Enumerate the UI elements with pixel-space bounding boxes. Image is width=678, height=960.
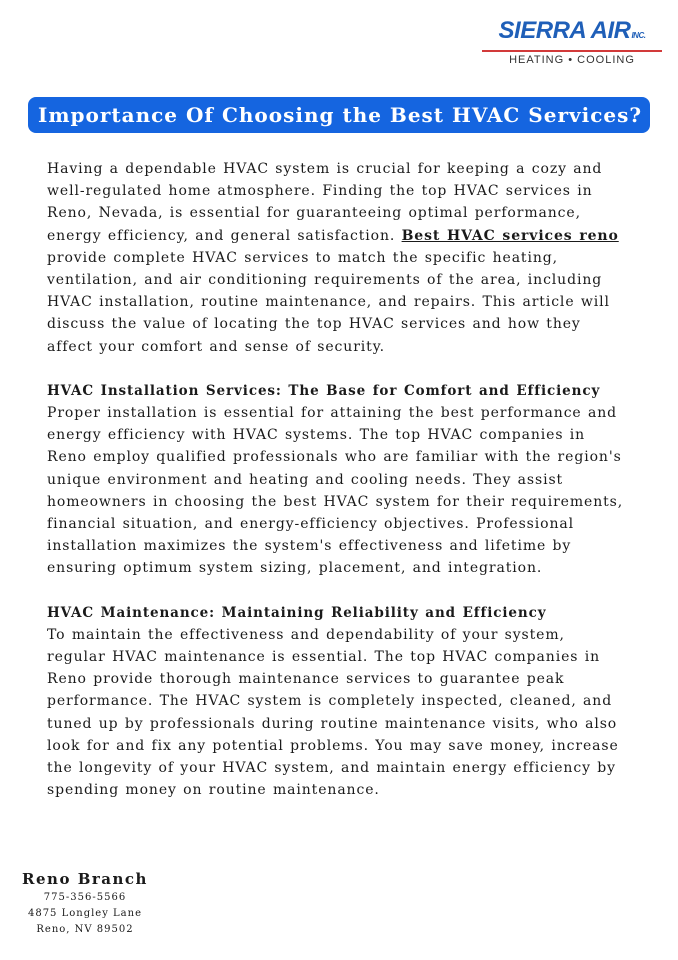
intro-text-after: provide complete HVAC services to match the specific heating, ventilation, and air conditioning requirements of the area, including HVAC installation, routine maintenance, and repairs. This article will discuss the value of locating the top HVAC services and how they affect your comfort and sense of security. xyxy=(47,249,610,355)
section-heading: HVAC Installation Services: The Base for Comfort and Efficiency xyxy=(47,382,601,399)
branch-city: Reno, NV 89502 xyxy=(36,924,134,935)
branch-contact xyxy=(20,868,150,938)
branch-phone: 775-356-5566 xyxy=(43,892,127,903)
intro-text-before: Having a dependable HVAC system is crucial for keeping a cozy and well-regulated home atmosphere. Finding the top HVAC services in Reno, Nevada, is essential for guaranteeing optimal performance, energy efficiency, and general satisfaction. xyxy=(47,161,603,244)
intro-paragraph xyxy=(47,158,627,358)
logo-inc-text: INC. xyxy=(631,31,646,40)
section-installation xyxy=(47,380,627,580)
branch-name: Reno Branch xyxy=(22,870,148,888)
page-title: Importance Of Choosing the Best HVAC Services? xyxy=(28,97,650,133)
section-paragraph: To maintain the effectiveness and dependability of your system, regular HVAC maintenance is essential. The top HVAC companies in Reno provide thorough maintenance services to guarantee peak performance. The HVAC system is completely inspected, cleaned, and tuned up by professionals during routine maintenance visits, who also look for and fix any potential problems. You may save money, increase the longevity of your HVAC system, and maintain energy efficiency by spending money on routine maintenance. xyxy=(47,626,619,799)
logo-main-text: SIERRA AIR xyxy=(498,17,631,44)
best-hvac-services-link[interactable]: Best HVAC services reno xyxy=(401,227,619,244)
branch-street: 4875 Longley Lane xyxy=(27,908,143,919)
section-maintenance xyxy=(47,602,627,802)
article-body xyxy=(47,158,627,801)
section-heading: HVAC Maintenance: Maintaining Reliability and Efficiency xyxy=(47,604,547,621)
logo-tagline: HEATING • COOLING xyxy=(482,50,662,66)
section-paragraph: Proper installation is essential for attaining the best performance and energy efficiency with HVAC systems. The top HVAC companies in Reno employ qualified professionals who are familiar with the region's unique environment and heating and cooling needs. They assist homeowners in choosing the best HVAC system for their requirements, financial situation, and energy-efficiency objectives. Professional installation maximizes the system's effectiveness and lifetime by ensuring optimum system sizing, placement, and integration. xyxy=(47,405,624,577)
company-logo xyxy=(482,18,662,66)
logo-wordmark xyxy=(482,18,662,49)
